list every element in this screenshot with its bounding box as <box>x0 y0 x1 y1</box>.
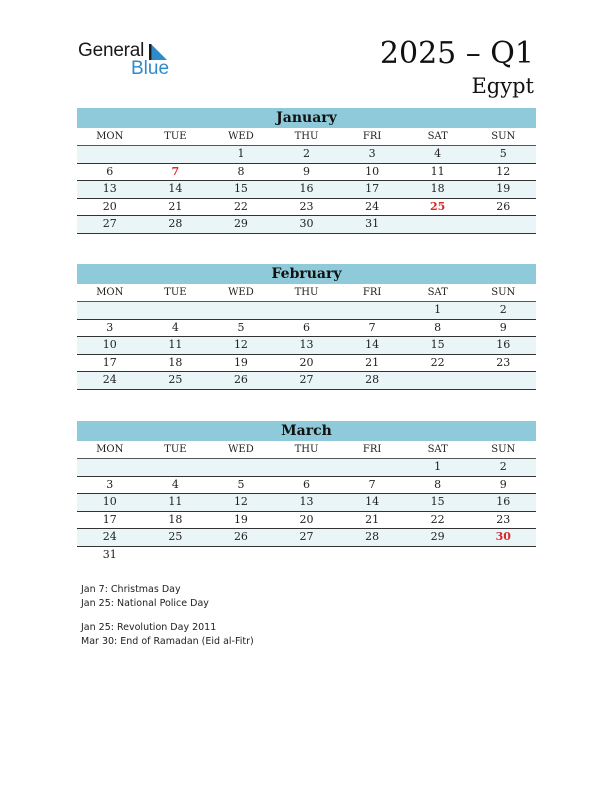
day-cell: 4 <box>434 147 442 160</box>
week-row <box>77 529 536 547</box>
week-row <box>77 216 536 234</box>
day-cell: 23 <box>496 512 511 526</box>
day-cell <box>339 459 405 476</box>
weekday-label: SUN <box>491 131 516 142</box>
weekday-label: FRI <box>362 287 382 298</box>
day-cell: 29 <box>430 530 445 543</box>
weekday-label: THU <box>294 287 319 298</box>
weekday-label: SUN <box>491 444 516 455</box>
day-cell: 29 <box>233 217 248 230</box>
day-cell: 18 <box>168 512 183 526</box>
day-cell: 8 <box>237 164 245 178</box>
day-cell: 12 <box>233 495 248 508</box>
day-cell: 2 <box>499 303 507 316</box>
day-cell: 11 <box>168 495 183 508</box>
day-cell: 17 <box>102 512 117 526</box>
day-cell: 26 <box>496 199 511 213</box>
day-cell: 25 <box>168 373 183 386</box>
day-cell <box>274 302 340 319</box>
day-cell <box>77 459 143 476</box>
country-name: Egypt <box>471 74 534 98</box>
weekday-header-row <box>77 128 536 146</box>
week-row <box>77 547 536 564</box>
month-january <box>77 108 536 234</box>
day-cell <box>405 216 471 233</box>
day-cell: 13 <box>299 338 314 351</box>
logo-blue-text: Blue <box>131 58 170 79</box>
day-cell: 1 <box>434 460 442 473</box>
weekday-label: FRI <box>362 444 382 455</box>
day-cell: 15 <box>430 338 445 351</box>
holiday-day-cell: 7 <box>171 164 180 178</box>
day-cell: 8 <box>434 320 442 334</box>
day-cell: 22 <box>233 199 248 213</box>
day-cell <box>77 302 143 319</box>
day-cell: 18 <box>430 182 445 195</box>
weekday-label: THU <box>294 131 319 142</box>
day-cell: 9 <box>499 320 507 334</box>
day-cell: 19 <box>233 355 248 369</box>
day-cell: 5 <box>499 147 507 160</box>
day-cell: 18 <box>168 355 183 369</box>
day-cell <box>208 302 274 319</box>
day-cell: 28 <box>168 217 183 230</box>
weekday-label: WED <box>228 287 254 298</box>
day-cell: 26 <box>233 373 248 386</box>
day-cell <box>143 146 209 163</box>
day-cell <box>208 547 274 564</box>
week-row <box>77 372 536 390</box>
weekday-header-row <box>77 441 536 459</box>
day-cell: 16 <box>299 182 314 195</box>
day-cell: 13 <box>299 495 314 508</box>
holiday-notes <box>81 583 254 649</box>
holiday-note: Mar 30: End of Ramadan (Eid al-Fitr) <box>81 636 254 647</box>
holiday-note: Jan 25: Revolution Day 2011 <box>81 622 217 633</box>
page-title: 2025 – Q1 <box>379 36 534 71</box>
weekday-header-row <box>77 284 536 302</box>
week-row <box>77 459 536 477</box>
day-cell: 4 <box>171 320 179 334</box>
day-cell <box>405 547 471 564</box>
day-cell <box>77 146 143 163</box>
weekday-label: SAT <box>427 131 448 142</box>
day-cell: 7 <box>368 477 376 491</box>
holiday-day-cell: 25 <box>430 199 446 213</box>
weekday-label: TUE <box>164 287 187 298</box>
day-cell: 2 <box>499 460 507 473</box>
day-cell: 19 <box>496 182 511 195</box>
day-cell <box>143 459 209 476</box>
day-cell: 11 <box>168 338 183 351</box>
week-row <box>77 199 536 217</box>
day-cell: 16 <box>496 338 511 351</box>
day-cell: 22 <box>430 355 445 369</box>
day-cell: 20 <box>299 512 314 526</box>
weekday-label: FRI <box>362 131 382 142</box>
day-cell: 24 <box>365 199 380 213</box>
day-cell: 24 <box>102 530 117 543</box>
day-cell <box>339 547 405 564</box>
day-cell: 7 <box>368 320 376 334</box>
day-cell: 9 <box>303 164 311 178</box>
day-cell: 11 <box>430 164 445 178</box>
day-cell: 27 <box>299 373 314 386</box>
day-cell: 20 <box>102 199 117 213</box>
day-cell: 2 <box>303 147 311 160</box>
day-cell: 20 <box>299 355 314 369</box>
weekday-label: WED <box>228 131 254 142</box>
day-cell <box>274 459 340 476</box>
day-cell <box>274 547 340 564</box>
day-cell <box>470 216 536 233</box>
day-cell: 5 <box>237 320 245 334</box>
holiday-note: Jan 7: Christmas Day <box>81 584 181 595</box>
day-cell: 15 <box>430 495 445 508</box>
day-cell <box>143 302 209 319</box>
day-cell: 26 <box>233 530 248 543</box>
logo <box>78 40 178 80</box>
week-row <box>77 164 536 182</box>
day-cell: 25 <box>168 530 183 543</box>
month-title: February <box>77 264 536 284</box>
day-cell <box>405 372 471 389</box>
weekday-label: WED <box>228 444 254 455</box>
weekday-label: SUN <box>491 287 516 298</box>
day-cell: 24 <box>102 373 117 386</box>
week-row <box>77 494 536 512</box>
week-row <box>77 181 536 199</box>
holiday-day-cell: 30 <box>495 530 511 543</box>
day-cell: 16 <box>496 495 511 508</box>
day-cell <box>470 372 536 389</box>
day-cell: 14 <box>168 182 183 195</box>
day-cell: 6 <box>303 477 311 491</box>
day-cell: 28 <box>365 373 380 386</box>
month-march <box>77 421 536 563</box>
weekday-label: TUE <box>164 444 187 455</box>
day-cell: 23 <box>496 355 511 369</box>
weekday-label: MON <box>96 287 124 298</box>
day-cell: 10 <box>102 338 117 351</box>
week-row <box>77 477 536 495</box>
day-cell: 30 <box>299 217 314 230</box>
day-cell: 31 <box>365 217 380 230</box>
day-cell: 17 <box>365 182 380 195</box>
week-row <box>77 355 536 373</box>
weekday-label: MON <box>96 131 124 142</box>
holiday-note: Jan 25: National Police Day <box>81 598 209 609</box>
day-cell: 17 <box>102 355 117 369</box>
week-row <box>77 302 536 320</box>
day-cell: 3 <box>106 320 114 334</box>
day-cell: 10 <box>102 495 117 508</box>
day-cell <box>208 459 274 476</box>
logo-general-text: General <box>78 40 145 61</box>
day-cell: 3 <box>106 477 114 491</box>
day-cell: 5 <box>237 477 245 491</box>
day-cell: 6 <box>303 320 311 334</box>
month-title: March <box>77 421 536 441</box>
day-cell <box>339 302 405 319</box>
day-cell: 3 <box>368 147 376 160</box>
day-cell: 1 <box>434 303 442 316</box>
day-cell: 23 <box>299 199 314 213</box>
month-february <box>77 264 536 390</box>
day-cell: 4 <box>171 477 179 491</box>
day-cell: 27 <box>102 217 117 230</box>
day-cell <box>143 547 209 564</box>
day-cell: 21 <box>365 355 380 369</box>
day-cell: 14 <box>365 495 380 508</box>
day-cell: 21 <box>168 199 183 213</box>
weekday-label: SAT <box>427 444 448 455</box>
day-cell: 6 <box>106 164 114 178</box>
week-row <box>77 320 536 338</box>
weekday-label: TUE <box>164 131 187 142</box>
day-cell: 13 <box>102 182 117 195</box>
day-cell: 21 <box>365 512 380 526</box>
day-cell: 22 <box>430 512 445 526</box>
day-cell: 27 <box>299 530 314 543</box>
week-row <box>77 512 536 530</box>
day-cell: 31 <box>102 547 117 561</box>
month-title: January <box>77 108 536 128</box>
day-cell <box>470 547 536 564</box>
day-cell: 10 <box>365 164 380 178</box>
day-cell: 12 <box>496 164 511 178</box>
day-cell: 19 <box>233 512 248 526</box>
week-row <box>77 146 536 164</box>
day-cell: 28 <box>365 530 380 543</box>
day-cell: 1 <box>237 147 245 160</box>
weekday-label: THU <box>294 444 319 455</box>
weekday-label: SAT <box>427 287 448 298</box>
weekday-label: MON <box>96 444 124 455</box>
day-cell: 15 <box>233 182 248 195</box>
week-row <box>77 337 536 355</box>
day-cell: 8 <box>434 477 442 491</box>
day-cell: 9 <box>499 477 507 491</box>
day-cell: 12 <box>233 338 248 351</box>
notes-spacer <box>81 611 254 621</box>
day-cell: 14 <box>365 338 380 351</box>
